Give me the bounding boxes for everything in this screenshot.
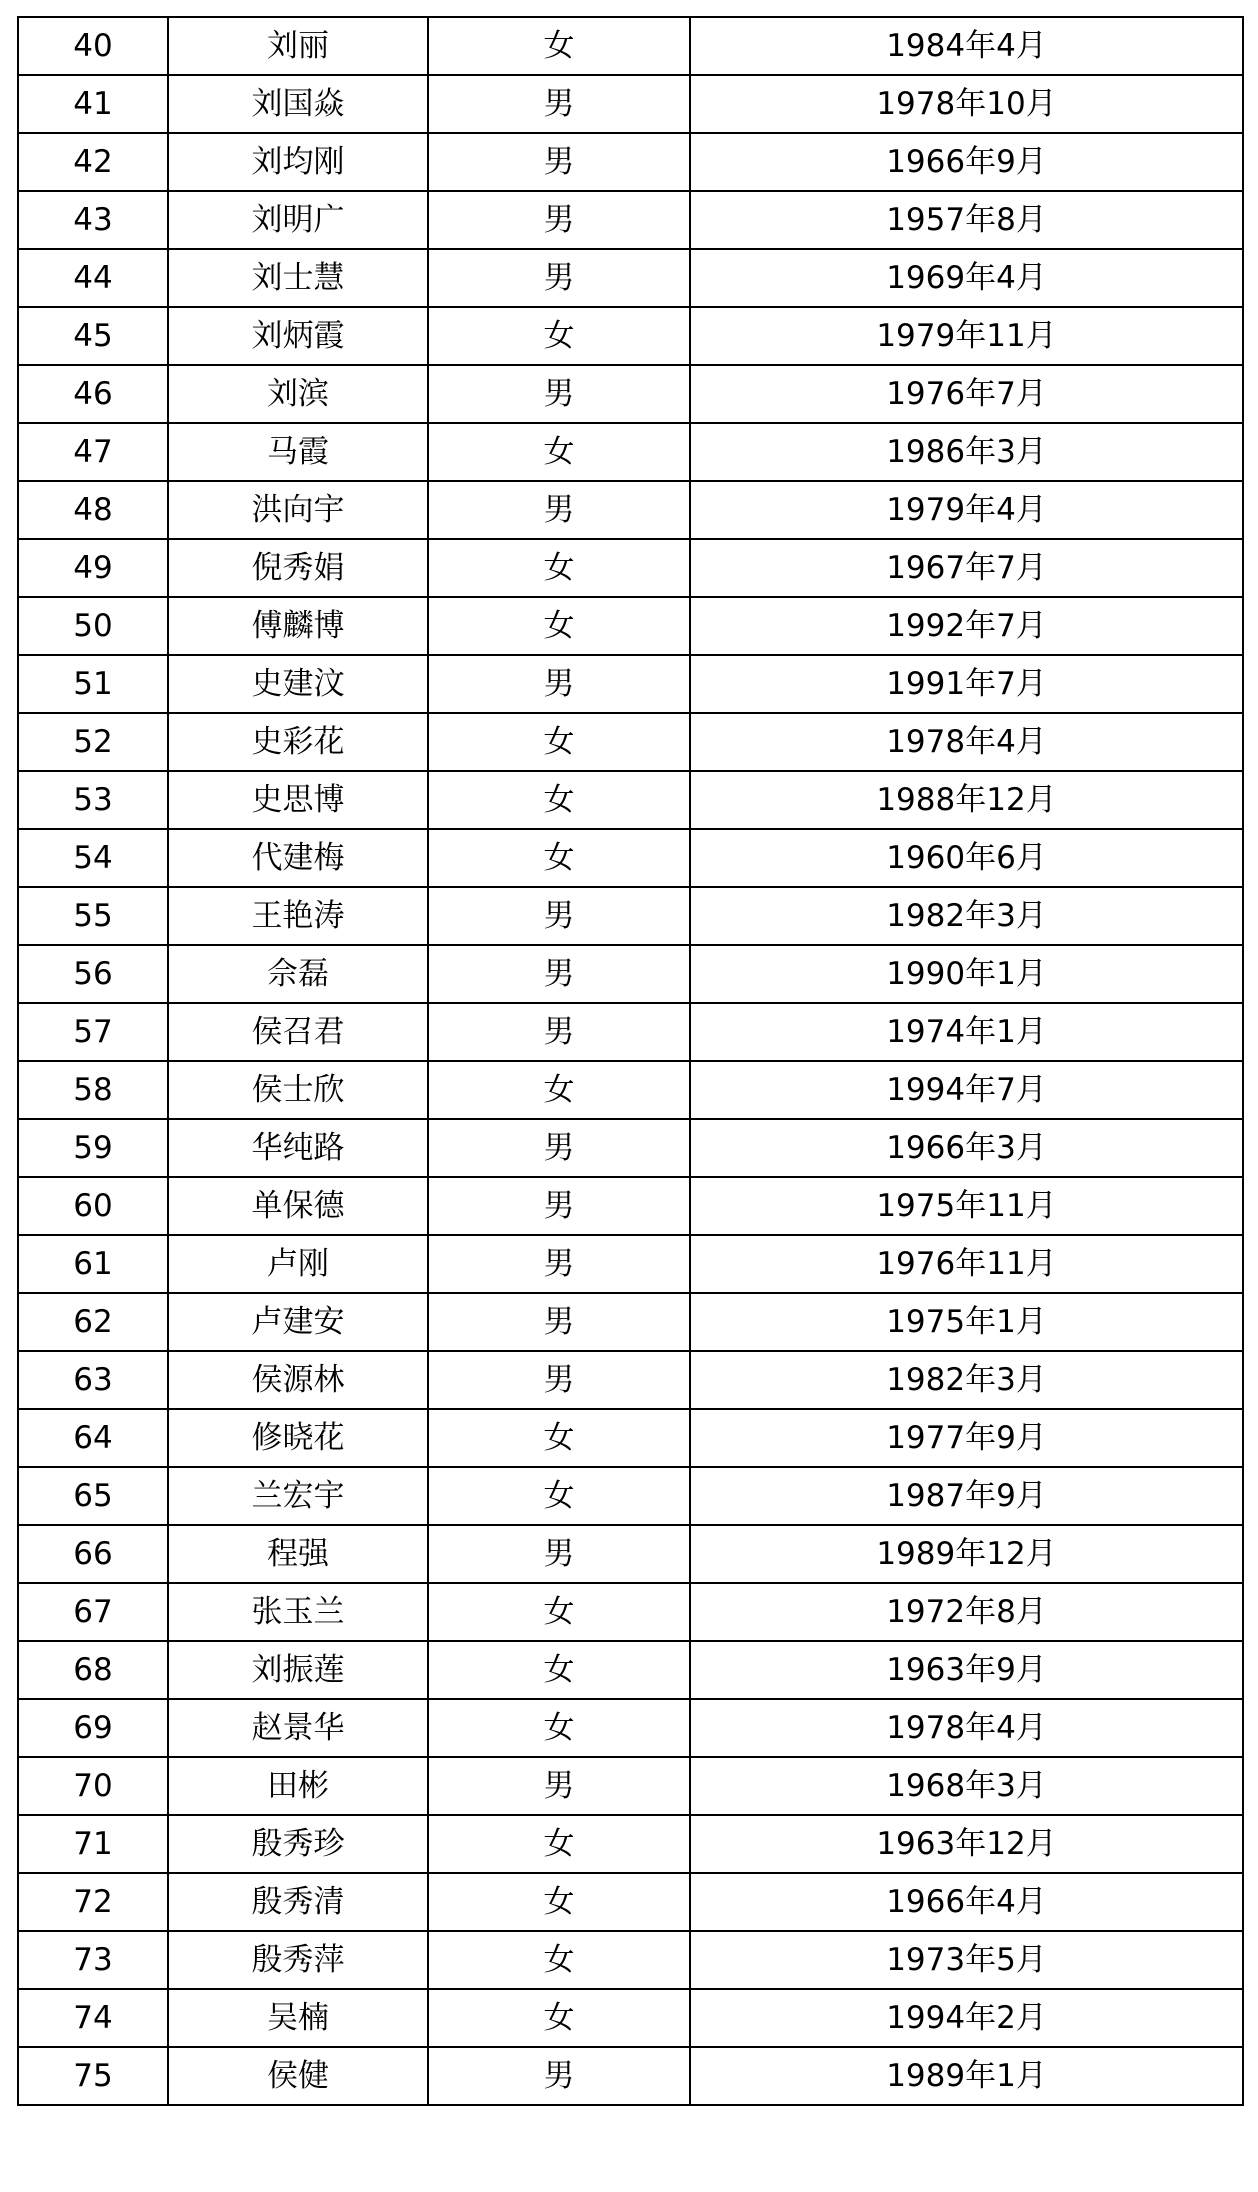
row-number-cell: 45 [18, 307, 168, 365]
table-row [18, 365, 1243, 423]
table-row [18, 597, 1243, 655]
row-number-cell: 49 [18, 539, 168, 597]
row-number-cell: 70 [18, 1757, 168, 1815]
gender-cell: 女 [428, 307, 690, 365]
birth-date-cell: 1989年1月 [690, 2047, 1243, 2105]
birth-date-cell: 1966年4月 [690, 1873, 1243, 1931]
gender-cell: 男 [428, 945, 690, 1003]
birth-date-cell: 1974年1月 [690, 1003, 1243, 1061]
name-cell: 卢刚 [168, 1235, 428, 1293]
gender-cell: 女 [428, 1641, 690, 1699]
table-row [18, 1989, 1243, 2047]
birth-date-cell: 1988年12月 [690, 771, 1243, 829]
gender-cell: 男 [428, 1119, 690, 1177]
table-row [18, 771, 1243, 829]
birth-date-cell: 1979年4月 [690, 481, 1243, 539]
table-row [18, 887, 1243, 945]
table-row [18, 1815, 1243, 1873]
row-number-cell: 61 [18, 1235, 168, 1293]
table-row [18, 1757, 1243, 1815]
birth-date-cell: 1989年12月 [690, 1525, 1243, 1583]
row-number-cell: 64 [18, 1409, 168, 1467]
row-number-cell: 43 [18, 191, 168, 249]
name-cell: 刘士慧 [168, 249, 428, 307]
gender-cell: 男 [428, 1351, 690, 1409]
birth-date-cell: 1979年11月 [690, 307, 1243, 365]
gender-cell: 女 [428, 771, 690, 829]
birth-date-cell: 1973年5月 [690, 1931, 1243, 1989]
birth-date-cell: 1982年3月 [690, 887, 1243, 945]
name-cell: 张玉兰 [168, 1583, 428, 1641]
row-number-cell: 65 [18, 1467, 168, 1525]
name-cell: 赵景华 [168, 1699, 428, 1757]
name-cell: 刘振莲 [168, 1641, 428, 1699]
name-cell: 王艳涛 [168, 887, 428, 945]
name-cell: 洪向宇 [168, 481, 428, 539]
birth-date-cell: 1978年4月 [690, 1699, 1243, 1757]
table-row [18, 539, 1243, 597]
table-row [18, 1525, 1243, 1583]
table-row [18, 249, 1243, 307]
row-number-cell: 72 [18, 1873, 168, 1931]
birth-date-cell: 1976年11月 [690, 1235, 1243, 1293]
name-cell: 殷秀萍 [168, 1931, 428, 1989]
name-cell: 刘明广 [168, 191, 428, 249]
row-number-cell: 46 [18, 365, 168, 423]
row-number-cell: 69 [18, 1699, 168, 1757]
table-row [18, 307, 1243, 365]
row-number-cell: 41 [18, 75, 168, 133]
table-row [18, 1931, 1243, 1989]
row-number-cell: 58 [18, 1061, 168, 1119]
birth-date-cell: 1966年3月 [690, 1119, 1243, 1177]
table-row [18, 945, 1243, 1003]
row-number-cell: 51 [18, 655, 168, 713]
row-number-cell: 40 [18, 17, 168, 75]
birth-date-cell: 1963年9月 [690, 1641, 1243, 1699]
gender-cell: 男 [428, 133, 690, 191]
row-number-cell: 67 [18, 1583, 168, 1641]
row-number-cell: 60 [18, 1177, 168, 1235]
birth-date-cell: 1990年1月 [690, 945, 1243, 1003]
name-cell: 马霞 [168, 423, 428, 481]
gender-cell: 女 [428, 597, 690, 655]
name-cell: 修晓花 [168, 1409, 428, 1467]
row-number-cell: 55 [18, 887, 168, 945]
birth-date-cell: 1972年8月 [690, 1583, 1243, 1641]
gender-cell: 女 [428, 1061, 690, 1119]
gender-cell: 女 [428, 539, 690, 597]
gender-cell: 女 [428, 1699, 690, 1757]
name-cell: 程强 [168, 1525, 428, 1583]
row-number-cell: 59 [18, 1119, 168, 1177]
birth-date-cell: 1992年7月 [690, 597, 1243, 655]
birth-date-cell: 1978年4月 [690, 713, 1243, 771]
roster-table-body [18, 17, 1243, 2105]
gender-cell: 女 [428, 713, 690, 771]
row-number-cell: 50 [18, 597, 168, 655]
name-cell: 刘滨 [168, 365, 428, 423]
table-row [18, 423, 1243, 481]
table-row [18, 1119, 1243, 1177]
name-cell: 史思博 [168, 771, 428, 829]
name-cell: 殷秀清 [168, 1873, 428, 1931]
birth-date-cell: 1966年9月 [690, 133, 1243, 191]
row-number-cell: 66 [18, 1525, 168, 1583]
gender-cell: 男 [428, 365, 690, 423]
row-number-cell: 53 [18, 771, 168, 829]
row-number-cell: 73 [18, 1931, 168, 1989]
table-row [18, 713, 1243, 771]
birth-date-cell: 1960年6月 [690, 829, 1243, 887]
table-row [18, 1467, 1243, 1525]
table-row [18, 1699, 1243, 1757]
table-row [18, 1003, 1243, 1061]
birth-date-cell: 1994年7月 [690, 1061, 1243, 1119]
name-cell: 傅麟博 [168, 597, 428, 655]
gender-cell: 男 [428, 75, 690, 133]
birth-date-cell: 1975年11月 [690, 1177, 1243, 1235]
table-row [18, 1873, 1243, 1931]
gender-cell: 女 [428, 1583, 690, 1641]
row-number-cell: 57 [18, 1003, 168, 1061]
name-cell: 田彬 [168, 1757, 428, 1815]
gender-cell: 男 [428, 1525, 690, 1583]
gender-cell: 女 [428, 1931, 690, 1989]
birth-date-cell: 1963年12月 [690, 1815, 1243, 1873]
name-cell: 侯召君 [168, 1003, 428, 1061]
row-number-cell: 48 [18, 481, 168, 539]
gender-cell: 男 [428, 1757, 690, 1815]
name-cell: 史建汶 [168, 655, 428, 713]
gender-cell: 女 [428, 17, 690, 75]
row-number-cell: 44 [18, 249, 168, 307]
name-cell: 卢建安 [168, 1293, 428, 1351]
birth-date-cell: 1968年3月 [690, 1757, 1243, 1815]
gender-cell: 男 [428, 1177, 690, 1235]
roster-table [17, 16, 1244, 2106]
roster-sheet [17, 16, 1242, 2106]
gender-cell: 女 [428, 1873, 690, 1931]
gender-cell: 女 [428, 1989, 690, 2047]
birth-date-cell: 1975年1月 [690, 1293, 1243, 1351]
birth-date-cell: 1991年7月 [690, 655, 1243, 713]
gender-cell: 男 [428, 2047, 690, 2105]
name-cell: 吴楠 [168, 1989, 428, 2047]
birth-date-cell: 1986年3月 [690, 423, 1243, 481]
gender-cell: 女 [428, 1815, 690, 1873]
row-number-cell: 75 [18, 2047, 168, 2105]
table-row [18, 1293, 1243, 1351]
name-cell: 刘炳霞 [168, 307, 428, 365]
birth-date-cell: 1987年9月 [690, 1467, 1243, 1525]
gender-cell: 女 [428, 829, 690, 887]
name-cell: 佘磊 [168, 945, 428, 1003]
name-cell: 代建梅 [168, 829, 428, 887]
table-row [18, 481, 1243, 539]
name-cell: 华纯路 [168, 1119, 428, 1177]
birth-date-cell: 1976年7月 [690, 365, 1243, 423]
table-row [18, 133, 1243, 191]
row-number-cell: 63 [18, 1351, 168, 1409]
row-number-cell: 54 [18, 829, 168, 887]
name-cell: 侯源林 [168, 1351, 428, 1409]
row-number-cell: 68 [18, 1641, 168, 1699]
name-cell: 侯士欣 [168, 1061, 428, 1119]
name-cell: 刘均刚 [168, 133, 428, 191]
row-number-cell: 47 [18, 423, 168, 481]
birth-date-cell: 1982年3月 [690, 1351, 1243, 1409]
table-row [18, 75, 1243, 133]
row-number-cell: 42 [18, 133, 168, 191]
row-number-cell: 62 [18, 1293, 168, 1351]
birth-date-cell: 1967年7月 [690, 539, 1243, 597]
gender-cell: 男 [428, 191, 690, 249]
name-cell: 兰宏宇 [168, 1467, 428, 1525]
name-cell: 刘国焱 [168, 75, 428, 133]
birth-date-cell: 1994年2月 [690, 1989, 1243, 2047]
table-row [18, 1177, 1243, 1235]
gender-cell: 女 [428, 423, 690, 481]
name-cell: 殷秀珍 [168, 1815, 428, 1873]
birth-date-cell: 1978年10月 [690, 75, 1243, 133]
row-number-cell: 71 [18, 1815, 168, 1873]
birth-date-cell: 1957年8月 [690, 191, 1243, 249]
table-row [18, 17, 1243, 75]
name-cell: 刘丽 [168, 17, 428, 75]
row-number-cell: 74 [18, 1989, 168, 2047]
gender-cell: 男 [428, 655, 690, 713]
name-cell: 史彩花 [168, 713, 428, 771]
table-row [18, 1641, 1243, 1699]
name-cell: 单保德 [168, 1177, 428, 1235]
name-cell: 侯健 [168, 2047, 428, 2105]
row-number-cell: 52 [18, 713, 168, 771]
table-row [18, 1351, 1243, 1409]
table-row [18, 1583, 1243, 1641]
table-row [18, 829, 1243, 887]
table-row [18, 1235, 1243, 1293]
table-row [18, 2047, 1243, 2105]
birth-date-cell: 1984年4月 [690, 17, 1243, 75]
name-cell: 倪秀娟 [168, 539, 428, 597]
gender-cell: 男 [428, 249, 690, 307]
gender-cell: 男 [428, 481, 690, 539]
gender-cell: 女 [428, 1467, 690, 1525]
gender-cell: 女 [428, 1409, 690, 1467]
birth-date-cell: 1969年4月 [690, 249, 1243, 307]
gender-cell: 男 [428, 1293, 690, 1351]
gender-cell: 男 [428, 1003, 690, 1061]
table-row [18, 1409, 1243, 1467]
gender-cell: 男 [428, 887, 690, 945]
table-row [18, 1061, 1243, 1119]
row-number-cell: 56 [18, 945, 168, 1003]
birth-date-cell: 1977年9月 [690, 1409, 1243, 1467]
gender-cell: 男 [428, 1235, 690, 1293]
table-row [18, 191, 1243, 249]
table-row [18, 655, 1243, 713]
